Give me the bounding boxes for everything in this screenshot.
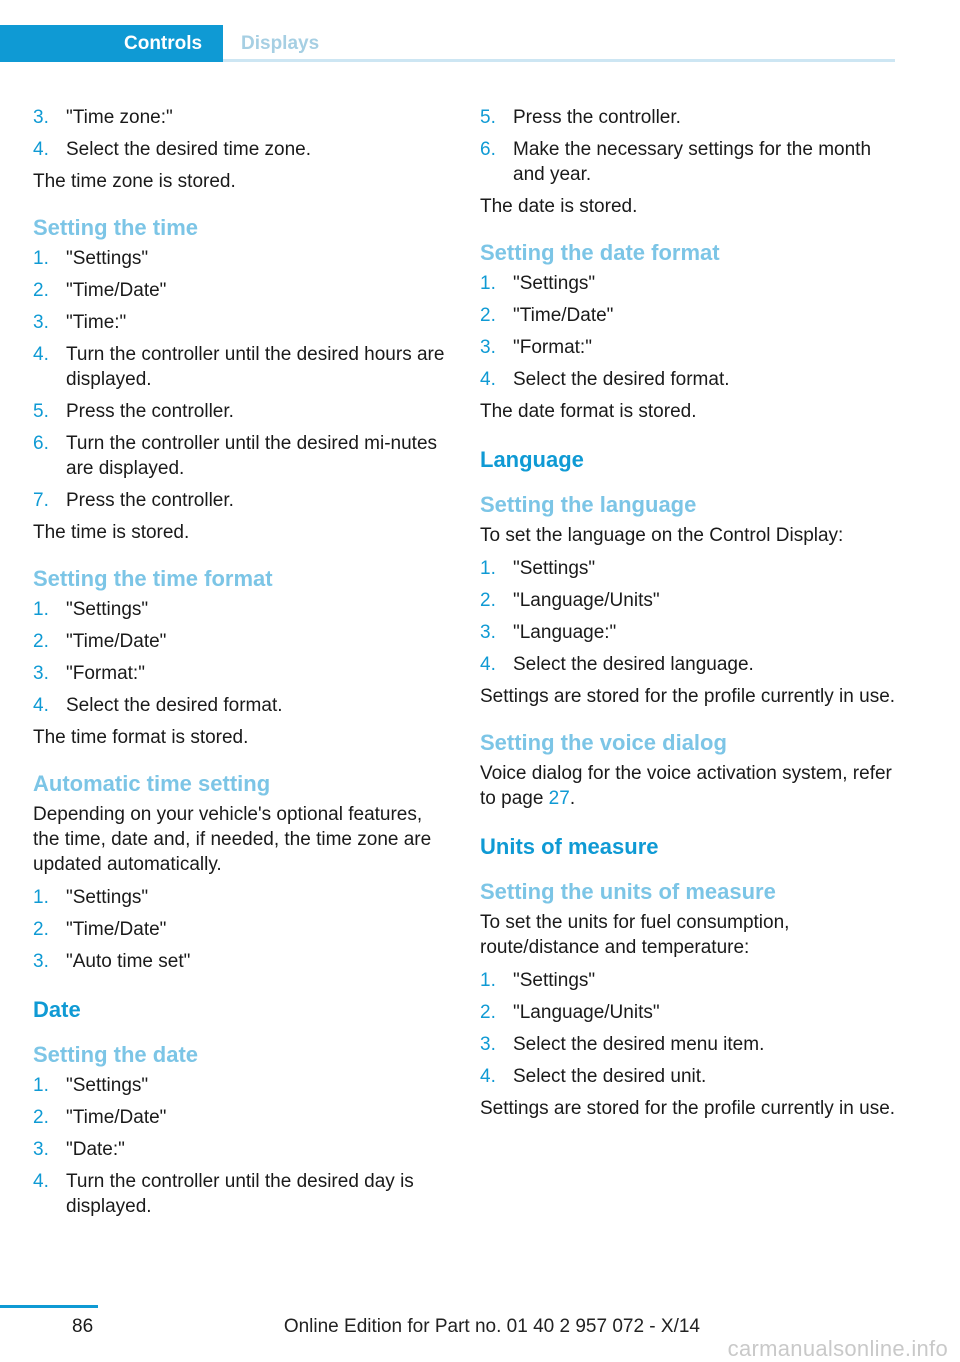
list-item-number: 2. (480, 590, 496, 611)
list-item (33, 597, 453, 622)
heading-setting-the-time: Setting the time (33, 215, 199, 240)
list-item (33, 693, 453, 718)
list-item-text: Press the controller. (66, 401, 234, 422)
paragraph: Settings are stored for the profile currently in use. (480, 686, 896, 707)
list-item-text: "Settings" (513, 273, 596, 294)
list-time-format-steps (33, 597, 453, 718)
list-item-text: "Time/Date" (66, 280, 167, 301)
list-item-number: 1. (480, 558, 496, 579)
heading-automatic-time: Automatic time setting (33, 771, 271, 796)
tab-displays[interactable]: Displays (241, 33, 320, 54)
heading-setting-the-language: Setting the language (480, 492, 697, 517)
list-item-text: "Settings" (66, 1075, 149, 1096)
list-item-text: "Time/Date" (513, 305, 614, 326)
list-item-number: 2. (33, 280, 49, 301)
list-item (480, 335, 900, 360)
heading-date-format: Setting the date format (480, 240, 720, 265)
list-item-text: "Time/Date" (66, 919, 167, 940)
list-item-text: "Settings" (513, 970, 596, 991)
heading-language: Language (480, 447, 584, 472)
list-item (33, 1169, 453, 1219)
list-date-steps (33, 1073, 453, 1219)
list-item-number: 4. (33, 139, 49, 160)
list-item (33, 917, 453, 942)
list-item-number: 1. (480, 970, 496, 991)
list-item (33, 105, 453, 130)
list-item-text: Select the desired language. (513, 654, 754, 675)
list-item-text: "Settings" (513, 558, 596, 579)
list-item (480, 367, 900, 392)
list-item-text: Press the controller. (513, 107, 681, 128)
heading-setting-the-date: Setting the date (33, 1042, 199, 1067)
list-item-number: 1. (33, 599, 49, 620)
list-time-zone-steps (33, 105, 453, 162)
list-item-text: Turn the controller until the desired mi-nutes are displayed. (66, 433, 438, 479)
list-item-number: 4. (480, 369, 496, 390)
list-item-text: "Language/Units" (513, 590, 660, 611)
list-item (33, 1105, 453, 1130)
list-item (480, 1032, 900, 1057)
paragraph-text: . (569, 788, 576, 809)
list-item (33, 949, 453, 974)
heading-time-format: Setting the time format (33, 566, 273, 591)
list-item-number: 2. (33, 1107, 49, 1128)
list-item-number: 5. (480, 107, 496, 128)
list-item-text: Press the controller. (66, 490, 234, 511)
list-item-text: "Settings" (66, 599, 149, 620)
list-item-number: 3. (33, 312, 49, 333)
list-item-number: 4. (33, 695, 49, 716)
list-item-text: Select the desired format. (66, 695, 283, 716)
list-item-number: 3. (480, 337, 496, 358)
list-item (480, 652, 900, 677)
paragraph: The time format is stored. (33, 727, 249, 748)
list-item-number: 7. (33, 490, 49, 511)
heading-date: Date (33, 997, 81, 1022)
page-reference-link[interactable]: 27 (548, 788, 570, 809)
list-item (33, 885, 453, 910)
list-item-number: 3. (33, 1139, 49, 1160)
list-auto-time-steps (33, 885, 453, 974)
list-item-text: "Language:" (513, 622, 617, 643)
left-column (33, 101, 453, 1219)
list-item-text: Make the necessary settings for the month and year. (513, 139, 872, 185)
list-time-steps (33, 246, 453, 513)
footer-rule (0, 1305, 98, 1308)
heading-voice-dialog: Setting the voice dialog (480, 730, 727, 755)
list-item (33, 1137, 453, 1162)
paragraph: To set the units for fuel consumption, route/distance and temperature: (480, 912, 790, 958)
paragraph-text: Voice dialog for the voice activation system, refer to page (480, 763, 892, 809)
list-item-text: "Format:" (66, 663, 145, 684)
paragraph: The time zone is stored. (33, 171, 236, 192)
list-item-number: 2. (480, 1002, 496, 1023)
list-item (33, 488, 453, 513)
list-item (480, 1064, 900, 1089)
right-column (480, 101, 900, 1121)
list-item-text: "Settings" (66, 887, 149, 908)
list-units-steps (480, 968, 900, 1089)
list-item-text: "Time/Date" (66, 1107, 167, 1128)
list-item-text: "Auto time set" (66, 951, 191, 972)
paragraph: Depending on your vehicle's optional features, the time, date and, if needed, the time zone are updated automatically. (33, 804, 432, 875)
list-item-number: 4. (480, 1066, 496, 1087)
list-item-number: 6. (33, 433, 49, 454)
list-item (33, 399, 453, 424)
list-item-text: "Format:" (513, 337, 592, 358)
list-item (33, 1073, 453, 1098)
list-item-number: 1. (33, 887, 49, 908)
list-item-number: 2. (33, 919, 49, 940)
list-item (33, 342, 453, 392)
paragraph: To set the language on the Control Display: (480, 525, 844, 546)
list-item-number: 6. (480, 139, 496, 160)
list-item-number: 3. (33, 663, 49, 684)
list-item-text: "Time/Date" (66, 631, 167, 652)
heading-setting-units: Setting the units of measure (480, 879, 776, 904)
list-item (480, 1000, 900, 1025)
list-item-text: Select the desired time zone. (66, 139, 312, 160)
list-item-number: 4. (33, 344, 49, 365)
list-item (33, 246, 453, 271)
list-item-text: Turn the controller until the desired hours are displayed. (66, 344, 445, 390)
list-item (480, 620, 900, 645)
list-item-number: 2. (33, 631, 49, 652)
list-item (33, 137, 453, 162)
list-item-number: 5. (33, 401, 49, 422)
list-language-steps (480, 556, 900, 677)
list-item-text: "Date:" (66, 1139, 125, 1160)
list-item-number: 3. (480, 1034, 496, 1055)
list-item-number: 3. (33, 951, 49, 972)
list-item-text: "Settings" (66, 248, 149, 269)
list-item (33, 278, 453, 303)
list-item (480, 968, 900, 993)
header-tabbar (0, 25, 895, 62)
paragraph: The date is stored. (480, 196, 638, 217)
list-item-text: Select the desired format. (513, 369, 730, 390)
list-item-text: "Time:" (66, 312, 127, 333)
heading-units-of-measure: Units of measure (480, 834, 659, 859)
list-item (33, 310, 453, 335)
list-item (480, 137, 900, 187)
paragraph: Settings are stored for the profile currently in use. (480, 1098, 896, 1119)
edition-note: Online Edition for Part no. 01 40 2 957 072 - X/14 (283, 1316, 700, 1337)
tab-controls[interactable]: Controls (0, 25, 223, 62)
list-item (480, 105, 900, 130)
list-item (480, 588, 900, 613)
paragraph: The time is stored. (33, 522, 190, 543)
list-item-number: 2. (480, 305, 496, 326)
watermark: carmanualsonline.info (727, 1336, 948, 1361)
list-item-number: 3. (33, 107, 49, 128)
list-item (33, 629, 453, 654)
list-item-text: Select the desired menu item. (513, 1034, 765, 1055)
list-item (480, 556, 900, 581)
list-item-number: 1. (33, 248, 49, 269)
list-item-text: "Time zone:" (66, 107, 173, 128)
list-item-number: 3. (480, 622, 496, 643)
list-date-format-steps (480, 271, 900, 392)
list-item-number: 1. (480, 273, 496, 294)
list-item-text: Select the desired unit. (513, 1066, 707, 1087)
paragraph-voice-dialog (480, 761, 900, 811)
list-item-text: Turn the controller until the desired day is displayed. (66, 1171, 414, 1217)
list-date-continued-steps (480, 105, 900, 187)
list-item-number: 1. (33, 1075, 49, 1096)
list-item (480, 271, 900, 296)
list-item (33, 431, 453, 481)
page-number: 86 (72, 1316, 94, 1337)
list-item (480, 303, 900, 328)
list-item-number: 4. (480, 654, 496, 675)
list-item (33, 661, 453, 686)
list-item-text: "Language/Units" (513, 1002, 660, 1023)
list-item-number: 4. (33, 1171, 49, 1192)
paragraph: The date format is stored. (480, 401, 697, 422)
